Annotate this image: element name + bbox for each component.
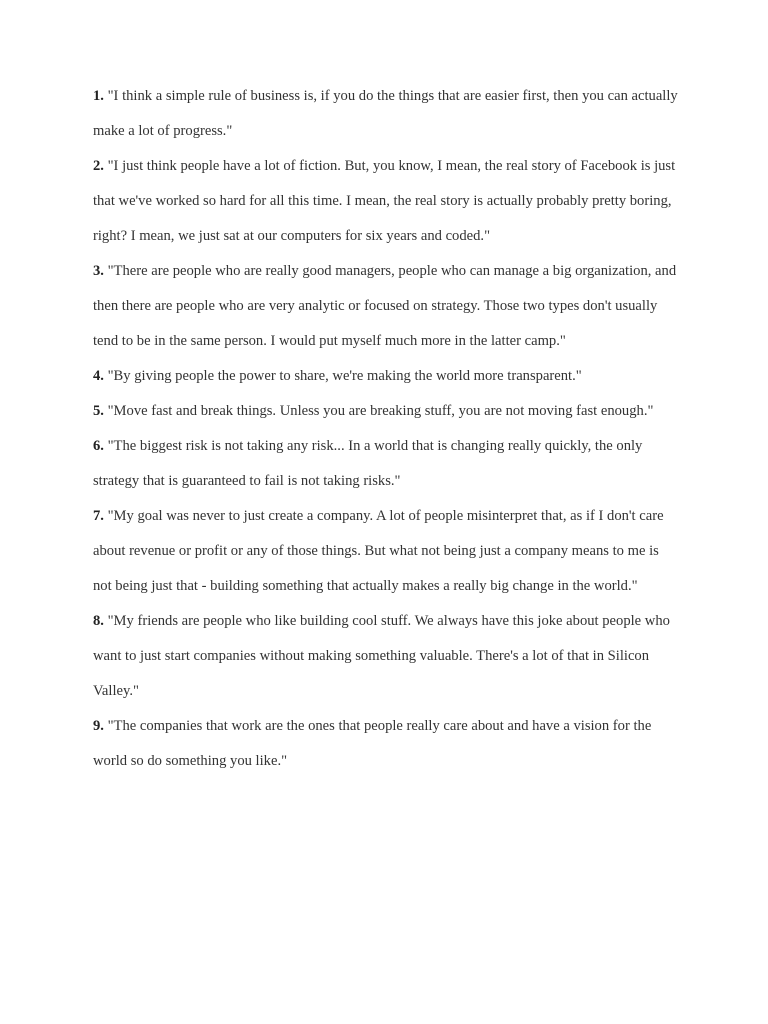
quote-item-4 — [93, 359, 680, 394]
quote-item-2 — [93, 149, 680, 254]
quote-text: "The biggest risk is not taking any risk... In a world that is changing really quickly, the only strategy that is guaranteed to fail is not taking risks." — [93, 438, 643, 489]
quote-item-5 — [93, 394, 680, 429]
quote-number: 9. — [93, 718, 104, 734]
quote-number: 8. — [93, 613, 104, 629]
quote-number: 4. — [93, 368, 104, 384]
quote-item-3 — [93, 254, 680, 359]
quote-text: "I just think people have a lot of fiction. But, you know, I mean, the real story of Facebook is just that we've worked so hard for all this time. I mean, the real story is actually probably pretty boring, right? I mean, we just sat at our computers for six years and coded." — [93, 158, 676, 244]
quote-number: 2. — [93, 158, 104, 174]
quote-text: "There are people who are really good managers, people who can manage a big organization, and then there are people who are very analytic or focused on strategy. Those two types don't usually tend to be in the same person. I would put myself much more in the latter camp." — [93, 263, 677, 349]
quote-number: 3. — [93, 263, 104, 279]
quote-text: "The companies that work are the ones that people really care about and have a vision for the world so do something you like." — [93, 718, 652, 769]
quote-item-7 — [93, 499, 680, 604]
quote-number: 6. — [93, 438, 104, 454]
quote-text: "I think a simple rule of business is, if you do the things that are easier first, then you can actually make a lot of progress." — [93, 88, 678, 139]
quote-number: 5. — [93, 403, 104, 419]
quote-item-1 — [93, 79, 680, 149]
quote-item-9 — [93, 709, 680, 779]
quote-item-6 — [93, 429, 680, 499]
quote-text: "My goal was never to just create a company. A lot of people misinterpret that, as if I don't care about revenue or profit or any of those things. But what not being just a company means to me is not being just that - building something that actually makes a really big change in the world." — [93, 508, 664, 594]
quote-text: "My friends are people who like building cool stuff. We always have this joke about people who want to just start companies without making something valuable. There's a lot of that in Silicon Valley." — [93, 613, 670, 699]
quote-text: "Move fast and break things. Unless you are breaking stuff, you are not moving fast enough." — [103, 403, 654, 419]
quote-number: 7. — [93, 508, 104, 524]
quote-number: 1. — [93, 88, 104, 104]
quote-item-8 — [93, 604, 680, 709]
quote-text: "By giving people the power to share, we're making the world more transparent." — [103, 368, 582, 384]
